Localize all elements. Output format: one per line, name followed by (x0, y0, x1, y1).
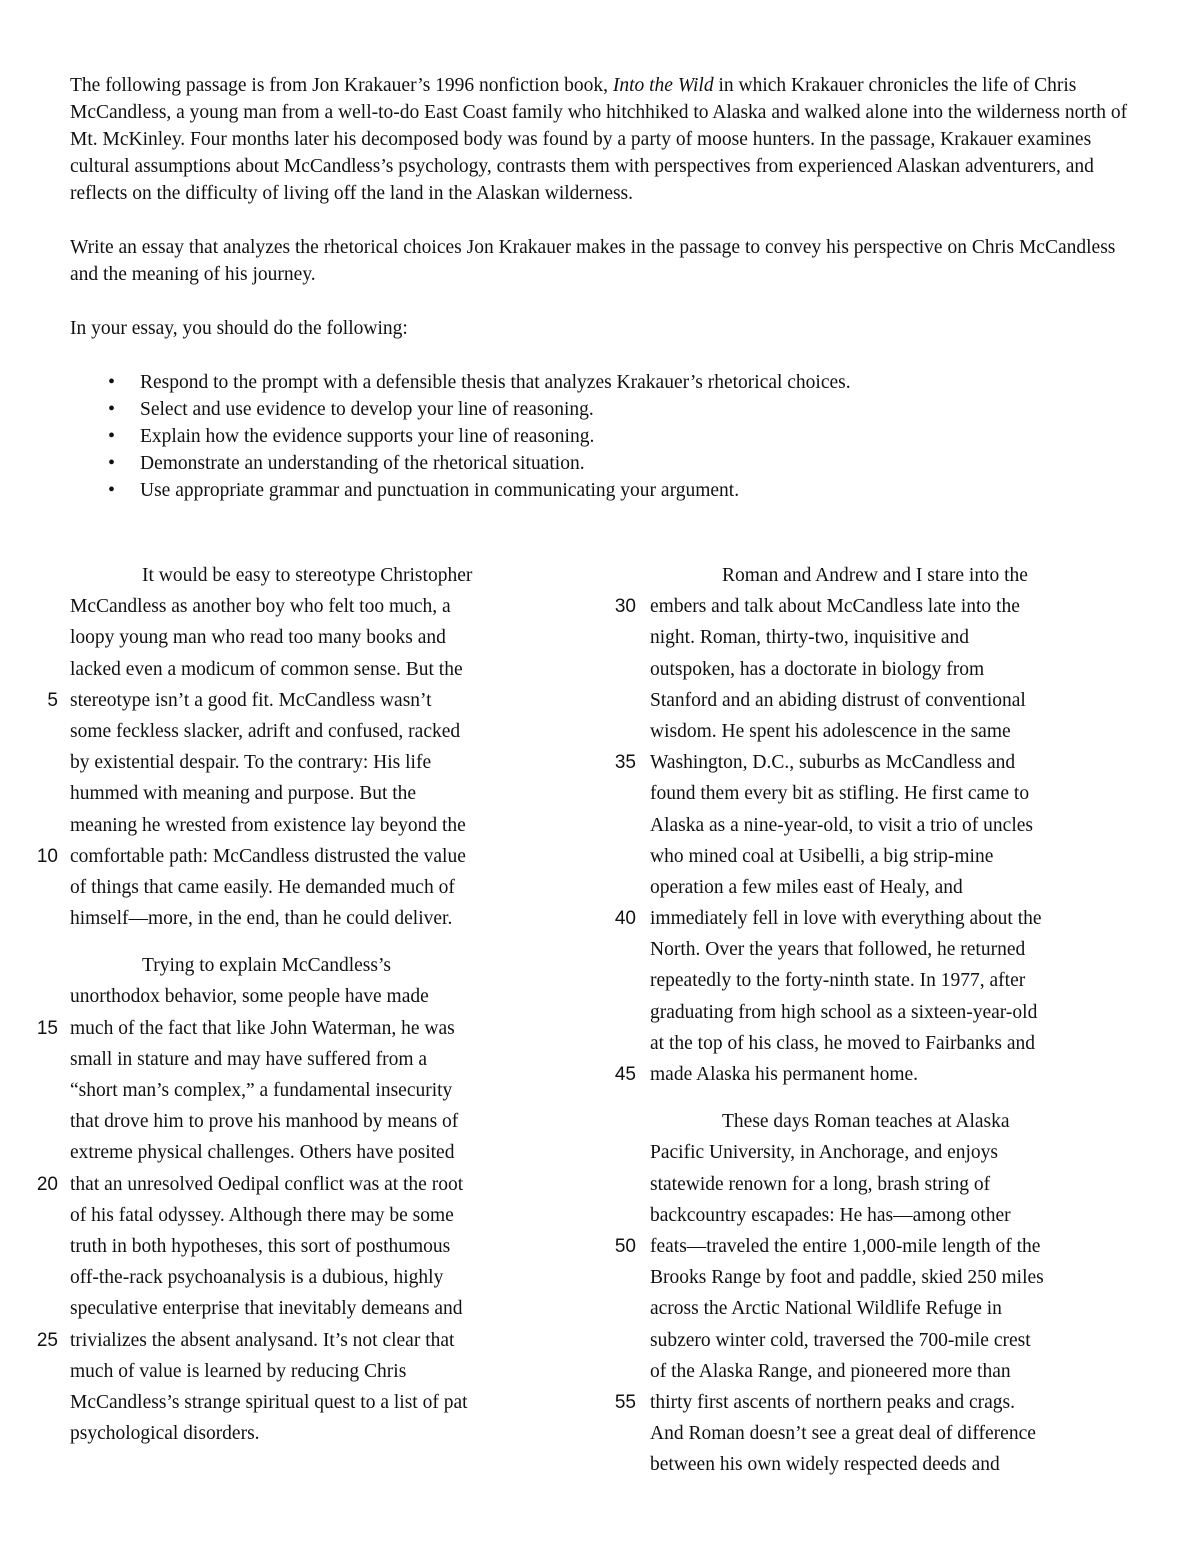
requirement-item: • Demonstrate an understanding of the rhetorical situation. (70, 450, 1130, 477)
passage-line (614, 1231, 1140, 1262)
passage-line-text: much of value is learned by reducing Chris (70, 1360, 407, 1382)
passage-line (650, 1028, 1140, 1059)
passage-line-text: Pacific University, in Anchorage, and enjoys (650, 1142, 999, 1164)
passage-line (70, 1075, 560, 1106)
passage-line-text: comfortable path: McCandless distrusted the value (70, 845, 466, 867)
line-number: 45 (614, 1064, 636, 1085)
passage-line-text: stereotype isn’t a good fit. McCandless wasn’t (70, 689, 432, 711)
passage-line (650, 841, 1140, 872)
passage-line (70, 1262, 560, 1293)
passage-line-text: much of the fact that like John Waterman, he was (70, 1017, 455, 1039)
requirement-item: • Respond to the prompt with a defensible thesis that analyzes Krakauer’s rhetorical choices. (70, 369, 1130, 396)
passage-line (70, 591, 560, 622)
passage-line (70, 1200, 560, 1231)
passage-line-text: loopy young man who read too many books and (70, 627, 446, 649)
passage-line (70, 950, 560, 981)
passage-line-text: lacked even a modicum of common sense. But the (70, 658, 463, 680)
bullet-icon: • (108, 452, 116, 474)
passage-line (650, 1200, 1140, 1231)
passage-line (70, 1387, 560, 1418)
passage-line (614, 1059, 1140, 1090)
passage-line-text: off-the-rack psychoanalysis is a dubious, highly (70, 1267, 444, 1289)
passage-line-text: feats—traveled the entire 1,000-mile length of the (650, 1235, 1041, 1257)
prompt-context-paragraph (70, 72, 1130, 207)
requirement-item: • Select and use evidence to develop your line of reasoning. (70, 396, 1130, 423)
passage-line-text: by existential despair. To the contrary: His life (70, 752, 432, 774)
passage-line-text: McCandless as another boy who felt too much, a (70, 596, 451, 618)
passage-line-text: trivializes the absent analysand. It’s not clear that (70, 1329, 455, 1351)
passage-line (650, 716, 1140, 747)
passage-line (650, 934, 1140, 965)
line-number: 30 (614, 596, 636, 618)
requirements-list (70, 369, 1130, 504)
passage-line (614, 591, 1140, 622)
passage-line (70, 622, 560, 653)
passage-paragraph (614, 560, 1140, 1090)
passage-line-text: Trying to explain McCandless’s (142, 955, 391, 977)
passage-line (70, 1418, 560, 1449)
passage-line (650, 872, 1140, 903)
passage-line-text: of things that came easily. He demanded much of (70, 876, 455, 898)
passage-line (650, 997, 1140, 1028)
passage-line (650, 965, 1140, 996)
passage-line-text: made Alaska his permanent home. (650, 1064, 919, 1085)
line-number: 20 (36, 1173, 58, 1195)
passage-line (650, 1418, 1140, 1449)
passage-line (614, 903, 1140, 934)
passage-line (650, 1325, 1140, 1356)
passage-line-text: that drove him to prove his manhood by means of (70, 1111, 459, 1133)
passage-line (36, 1325, 560, 1356)
line-number: 35 (614, 752, 636, 774)
line-number: 40 (614, 908, 636, 930)
passage-line (36, 1169, 560, 1200)
passage-line-text: These days Roman teaches at Alaska (722, 1111, 1010, 1133)
passage-line (70, 1044, 560, 1075)
passage-line-text: “short man’s complex,” a fundamental insecurity (70, 1080, 453, 1101)
passage-line (650, 1449, 1140, 1480)
passage-line-text: of the Alaska Range, and pioneered more than (650, 1360, 1011, 1382)
passage-line-text: North. Over the years that followed, he returned (650, 939, 1026, 961)
bullet-icon: • (108, 425, 116, 447)
passage-line-text: meaning he wrested from existence lay beyond the (70, 814, 466, 836)
passage-line (36, 1013, 560, 1044)
line-number: 25 (36, 1329, 58, 1351)
passage-line-text: embers and talk about McCandless late into the (650, 596, 1020, 618)
line-number: 55 (614, 1391, 636, 1413)
passage-line (70, 903, 560, 934)
passage-line-text: Roman and Andrew and I stare into the (722, 565, 1028, 586)
passage-line-text: at the top of his class, he moved to Fairbanks and (650, 1032, 1036, 1054)
passage-line (650, 1293, 1140, 1324)
passage-column-right (614, 560, 1140, 1496)
passage-line-text: immediately fell in love with everything about the (650, 908, 1042, 930)
passage-line-text: that an unresolved Oedipal conflict was at the root (70, 1173, 464, 1195)
passage-line-text: thirty first ascents of northern peaks and crags. (650, 1391, 1015, 1413)
bullet-icon: • (108, 479, 116, 501)
passage-line-text: wisdom. He spent his adolescence in the same (650, 720, 1011, 742)
passage-line-text: Washington, D.C., suburbs as McCandless and (650, 752, 1016, 774)
passage-line-text: It would be easy to stereotype Christopher (142, 565, 473, 586)
passage-line-text: McCandless’s strange spiritual quest to a list of pat (70, 1391, 468, 1413)
passage-line (650, 810, 1140, 841)
passage-line-text: night. Roman, thirty-two, inquisitive and (650, 627, 970, 649)
passage-line-text: And Roman doesn’t see a great deal of difference (650, 1423, 1036, 1445)
passage-line-text: subzero winter cold, traversed the 700-mile crest (650, 1329, 1031, 1351)
passage-line (650, 560, 1140, 591)
passage-line (47, 685, 560, 716)
passage-line-text: across the Arctic National Wildlife Refuge in (650, 1298, 1002, 1320)
passage-line (70, 560, 560, 591)
passage-line-text: Stanford and an abiding distrust of conventional (650, 689, 1026, 711)
passage-line-text: statewide renown for a long, brash string of (650, 1173, 991, 1195)
passage-paragraph (614, 1106, 1140, 1480)
passage-line (650, 1137, 1140, 1168)
bullet-icon: • (108, 398, 116, 420)
line-number: 50 (614, 1235, 636, 1257)
passage-line (70, 716, 560, 747)
passage-line-text: backcountry escapades: He has—among other (650, 1204, 1011, 1226)
passage-line-text: small in stature and may have suffered from a (70, 1048, 428, 1070)
prompt-directions-lead: In your essay, you should do the following: (70, 318, 408, 339)
passage-line (70, 810, 560, 841)
passage-line-text: of his fatal odyssey. Although there may be some (70, 1204, 454, 1226)
prompt-context-rest: in which Krakauer chronicles the life of Chris McCandless, a young man from a well-to-do East Coast family who hitchhiked to Alaska and walked alone into the wilderness north of Mt. McKinley. Four months later his decomposed body was found by a party of moose hunters. In the passage, Krakauer examines cultural assumptions about McCandless’s psychology, contrasts them with perspectives from experienced Alaskan adventurers, and reflects on the difficulty of living off the land in the Alaskan wilderness. (70, 75, 1128, 204)
prompt-task-paragraph: Write an essay that analyzes the rhetorical choices Jon Krakauer makes in the passage to convey his perspective on Chris McCandless and the meaning of his journey. (70, 237, 1116, 285)
passage-line-text: operation a few miles east of Healy, and (650, 876, 963, 898)
passage-line (70, 981, 560, 1012)
prompt-context-lead: The following passage is from Jon Krakauer’s 1996 nonfiction book, (70, 75, 613, 96)
requirement-item: • Use appropriate grammar and punctuation in communicating your argument. (70, 477, 1130, 504)
passage-line (70, 747, 560, 778)
line-number: 5 (47, 689, 58, 711)
passage-line (70, 1137, 560, 1168)
passage-line-text: himself—more, in the end, than he could deliver. (70, 908, 453, 930)
passage-line (70, 1106, 560, 1137)
passage-line (650, 654, 1140, 685)
passage-line-text: Brooks Range by foot and paddle, skied 250 miles (650, 1267, 1044, 1289)
passage-line-text: outspoken, has a doctorate in biology from (650, 658, 985, 680)
passage-line-text: between his own widely respected deeds and (650, 1454, 1000, 1476)
passage-line-text: graduating from high school as a sixteen-year-old (650, 1001, 1038, 1023)
prompt-instructions (70, 72, 1130, 504)
line-number: 15 (36, 1017, 58, 1039)
passage-line-text: found them every bit as stifling. He first came to (650, 783, 1030, 805)
line-number: 10 (36, 845, 58, 867)
passage-line (650, 622, 1140, 653)
passage-line-text: hummed with meaning and purpose. But the (70, 783, 417, 805)
passage-line-text: speculative enterprise that inevitably demeans and (70, 1298, 463, 1320)
passage-line (614, 1387, 1140, 1418)
passage-line-text: repeatedly to the forty-ninth state. In 1977, after (650, 970, 1026, 992)
passage-line-text: some feckless slacker, adrift and confused, racked (70, 720, 461, 742)
passage-line (650, 1262, 1140, 1293)
passage-column-left (36, 560, 560, 1465)
passage-line (70, 778, 560, 809)
passage-line-text: unorthodox behavior, some people have made (70, 986, 429, 1008)
passage-line-text: extreme physical challenges. Others have posited (70, 1142, 455, 1164)
passage-paragraph (36, 950, 560, 1449)
passage-line (70, 1356, 560, 1387)
passage-line (70, 1293, 560, 1324)
passage-line (70, 654, 560, 685)
passage-paragraph (36, 560, 560, 934)
passage-line-text: who mined coal at Usibelli, a big strip-mine (650, 845, 994, 867)
passage-line-text: psychological disorders. (70, 1423, 260, 1445)
passage-line (650, 1169, 1140, 1200)
passage-line (36, 841, 560, 872)
passage-line (650, 1106, 1140, 1137)
passage-line (650, 685, 1140, 716)
passage-line-text: Alaska as a nine-year-old, to visit a trio of uncles (650, 814, 1033, 836)
passage-line (70, 872, 560, 903)
passage-line (614, 747, 1140, 778)
passage-line (70, 1231, 560, 1262)
requirement-item: • Explain how the evidence supports your line of reasoning. (70, 423, 1130, 450)
passage-line-text: truth in both hypotheses, this sort of posthumous (70, 1235, 451, 1257)
book-title: Into the Wild (612, 75, 714, 96)
bullet-icon: • (108, 371, 116, 393)
passage-line (650, 778, 1140, 809)
passage-line (650, 1356, 1140, 1387)
